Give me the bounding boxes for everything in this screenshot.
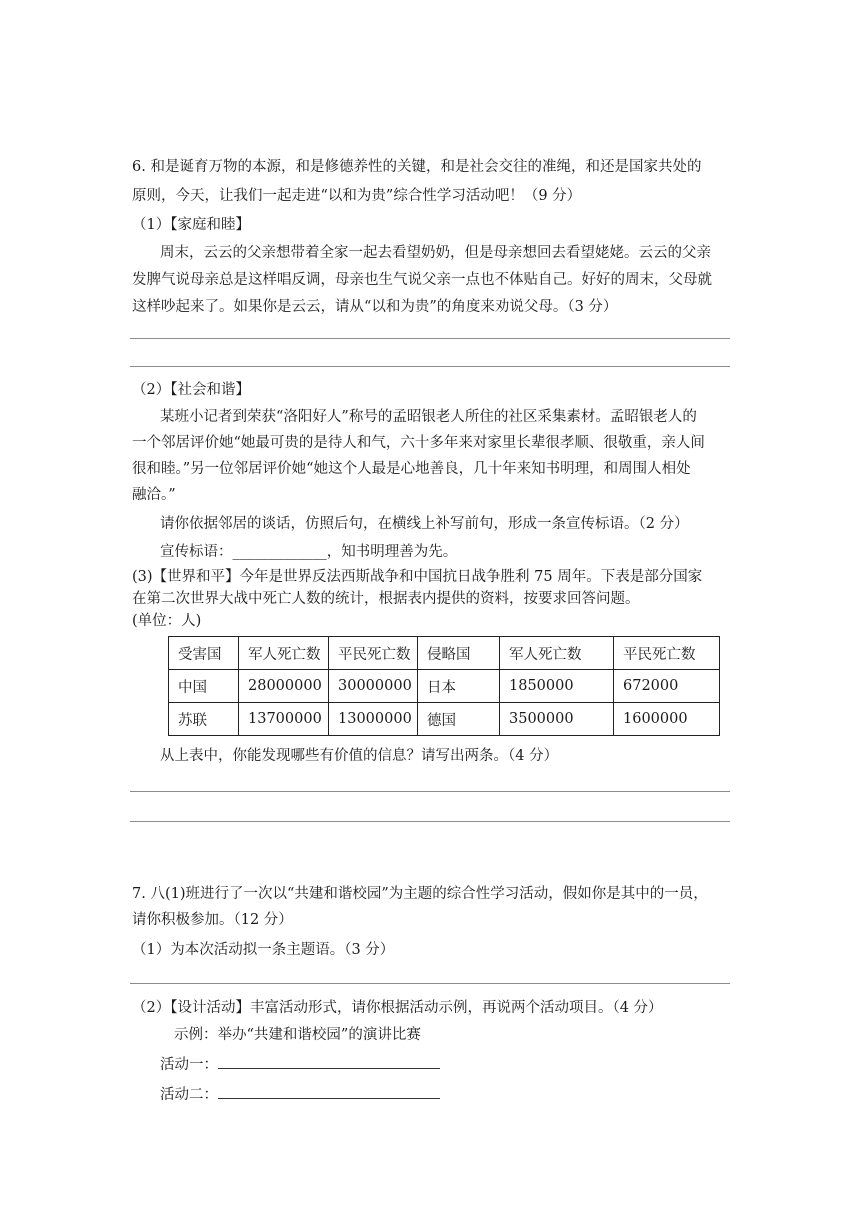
- q6-part1-line1: 周末，云云的父亲想带着全家一起去看望奶奶，但是母亲想回去看望姥姥。云云的父亲: [160, 245, 711, 261]
- activity1-row: [160, 1054, 440, 1075]
- slogan-label: 宣传标语：: [160, 544, 233, 560]
- q7-part1: （1）为本次活动拟一条主题语。（3 分）: [132, 942, 395, 958]
- slogan-line: [160, 542, 457, 562]
- table-cell: 30000000: [329, 670, 418, 703]
- q6-part2-line2: 一个邻居评价她“她最可贵的是待人和气，六十多年来对家里长辈很孝顺、很敬重，亲人间: [132, 435, 705, 451]
- table-cell: 1600000: [614, 703, 720, 736]
- slogan-blank[interactable]: _____________: [232, 544, 327, 560]
- table-header-cell: 平民死亡数: [614, 637, 720, 670]
- table-cell: 中国: [169, 670, 239, 703]
- q7-intro-line1: 7. 八(1)班进行了一次以“共建和谐校园”为主题的综合性学习活动，假如你是其中的一员，: [132, 886, 708, 902]
- table-header-cell: 军人死亡数: [500, 637, 614, 670]
- answer-line: [130, 791, 730, 792]
- table-cell: 日本: [418, 670, 500, 703]
- q6-part2-heading: （2）【社会和谐】: [132, 382, 250, 398]
- table-cell: 28000000: [239, 670, 329, 703]
- table-unit: (单位：人): [132, 613, 202, 629]
- q7-intro-line2: 请你积极参加。（12 分）: [132, 912, 293, 928]
- q6-part2-line3: 很和睦。”另一位邻居评价她“她这个人最是心地善良，几十年来知书明理，和周围人相处: [132, 461, 691, 477]
- q6-part1-line2: 发脾气说母亲总是这样唱反调，母亲也生气说父亲一点也不体贴自己。好好的周末，父母就: [132, 272, 712, 288]
- table-header-cell: 侵略国: [418, 637, 500, 670]
- q7-example: 示例：举办“共建和谐校园”的演讲比赛: [174, 1027, 421, 1043]
- q6-part1-line3: 这样吵起来了。如果你是云云，请从“以和为贵”的角度来劝说父母。（3 分）: [132, 299, 618, 315]
- activity1-label: 活动一：: [160, 1057, 218, 1073]
- table-row: [169, 670, 720, 703]
- q6-part1-heading: （1）【家庭和睦】: [132, 217, 250, 233]
- q6-part2-line1: 某班小记者到荣获“洛阳好人”称号的孟昭银老人所住的社区采集素材。孟昭银老人的: [160, 409, 697, 425]
- q6-part3-line1: (3)【世界和平】今年是世界反法西斯战争和中国抗日战争胜利 75 周年。下表是部分国家: [132, 569, 703, 585]
- activity2-label: 活动二：: [160, 1087, 218, 1103]
- answer-line: [130, 821, 730, 822]
- table-header-cell: 平民死亡数: [329, 637, 418, 670]
- table-cell: 德国: [418, 703, 500, 736]
- q6-part3-question: 从上表中，你能发现哪些有价值的信息？请写出两条。（4 分）: [160, 748, 559, 764]
- activity1-blank[interactable]: [218, 1054, 440, 1069]
- q6-part2-instruction: 请你依据邻居的谈话，仿照后句，在横线上补写前句，形成一条宣传标语。（2 分）: [160, 516, 689, 532]
- slogan-tail: ，知书明理善为先。: [326, 544, 458, 560]
- table-cell: 13700000: [239, 703, 329, 736]
- q6-intro-line1: 6. 和是诞育万物的本源，和是修德养性的关键，和是社会交往的准绳，和还是国家共处的: [132, 159, 702, 175]
- table-cell: 3500000: [500, 703, 614, 736]
- answer-line: [130, 983, 730, 984]
- q7-part2-heading: （2）【设计活动】丰富活动形式，请你根据活动示例，再说两个活动项目。（4 分）: [132, 1000, 663, 1016]
- answer-line: [130, 338, 730, 339]
- q6-part3-line2: 在第二次世界大战中死亡人数的统计，根据表内提供的资料，按要求回答问题。: [132, 591, 640, 607]
- table-cell: 1850000: [500, 670, 614, 703]
- activity2-row: [160, 1084, 440, 1105]
- table-header-cell: 受害国: [169, 637, 239, 670]
- table-row: [169, 703, 720, 736]
- table-header-cell: 军人死亡数: [239, 637, 329, 670]
- war-casualties-table: [168, 636, 720, 736]
- table-cell: 672000: [614, 670, 720, 703]
- table-header-row: [169, 637, 720, 670]
- q6-part2-line4: 融洽。”: [132, 487, 176, 503]
- table-cell: 13000000: [329, 703, 418, 736]
- answer-line: [130, 366, 730, 367]
- q6-intro-line2: 原则，今天，让我们一起走进“以和为贵”综合性学习活动吧！（9 分）: [132, 188, 582, 204]
- activity2-blank[interactable]: [218, 1084, 440, 1099]
- table-cell: 苏联: [169, 703, 239, 736]
